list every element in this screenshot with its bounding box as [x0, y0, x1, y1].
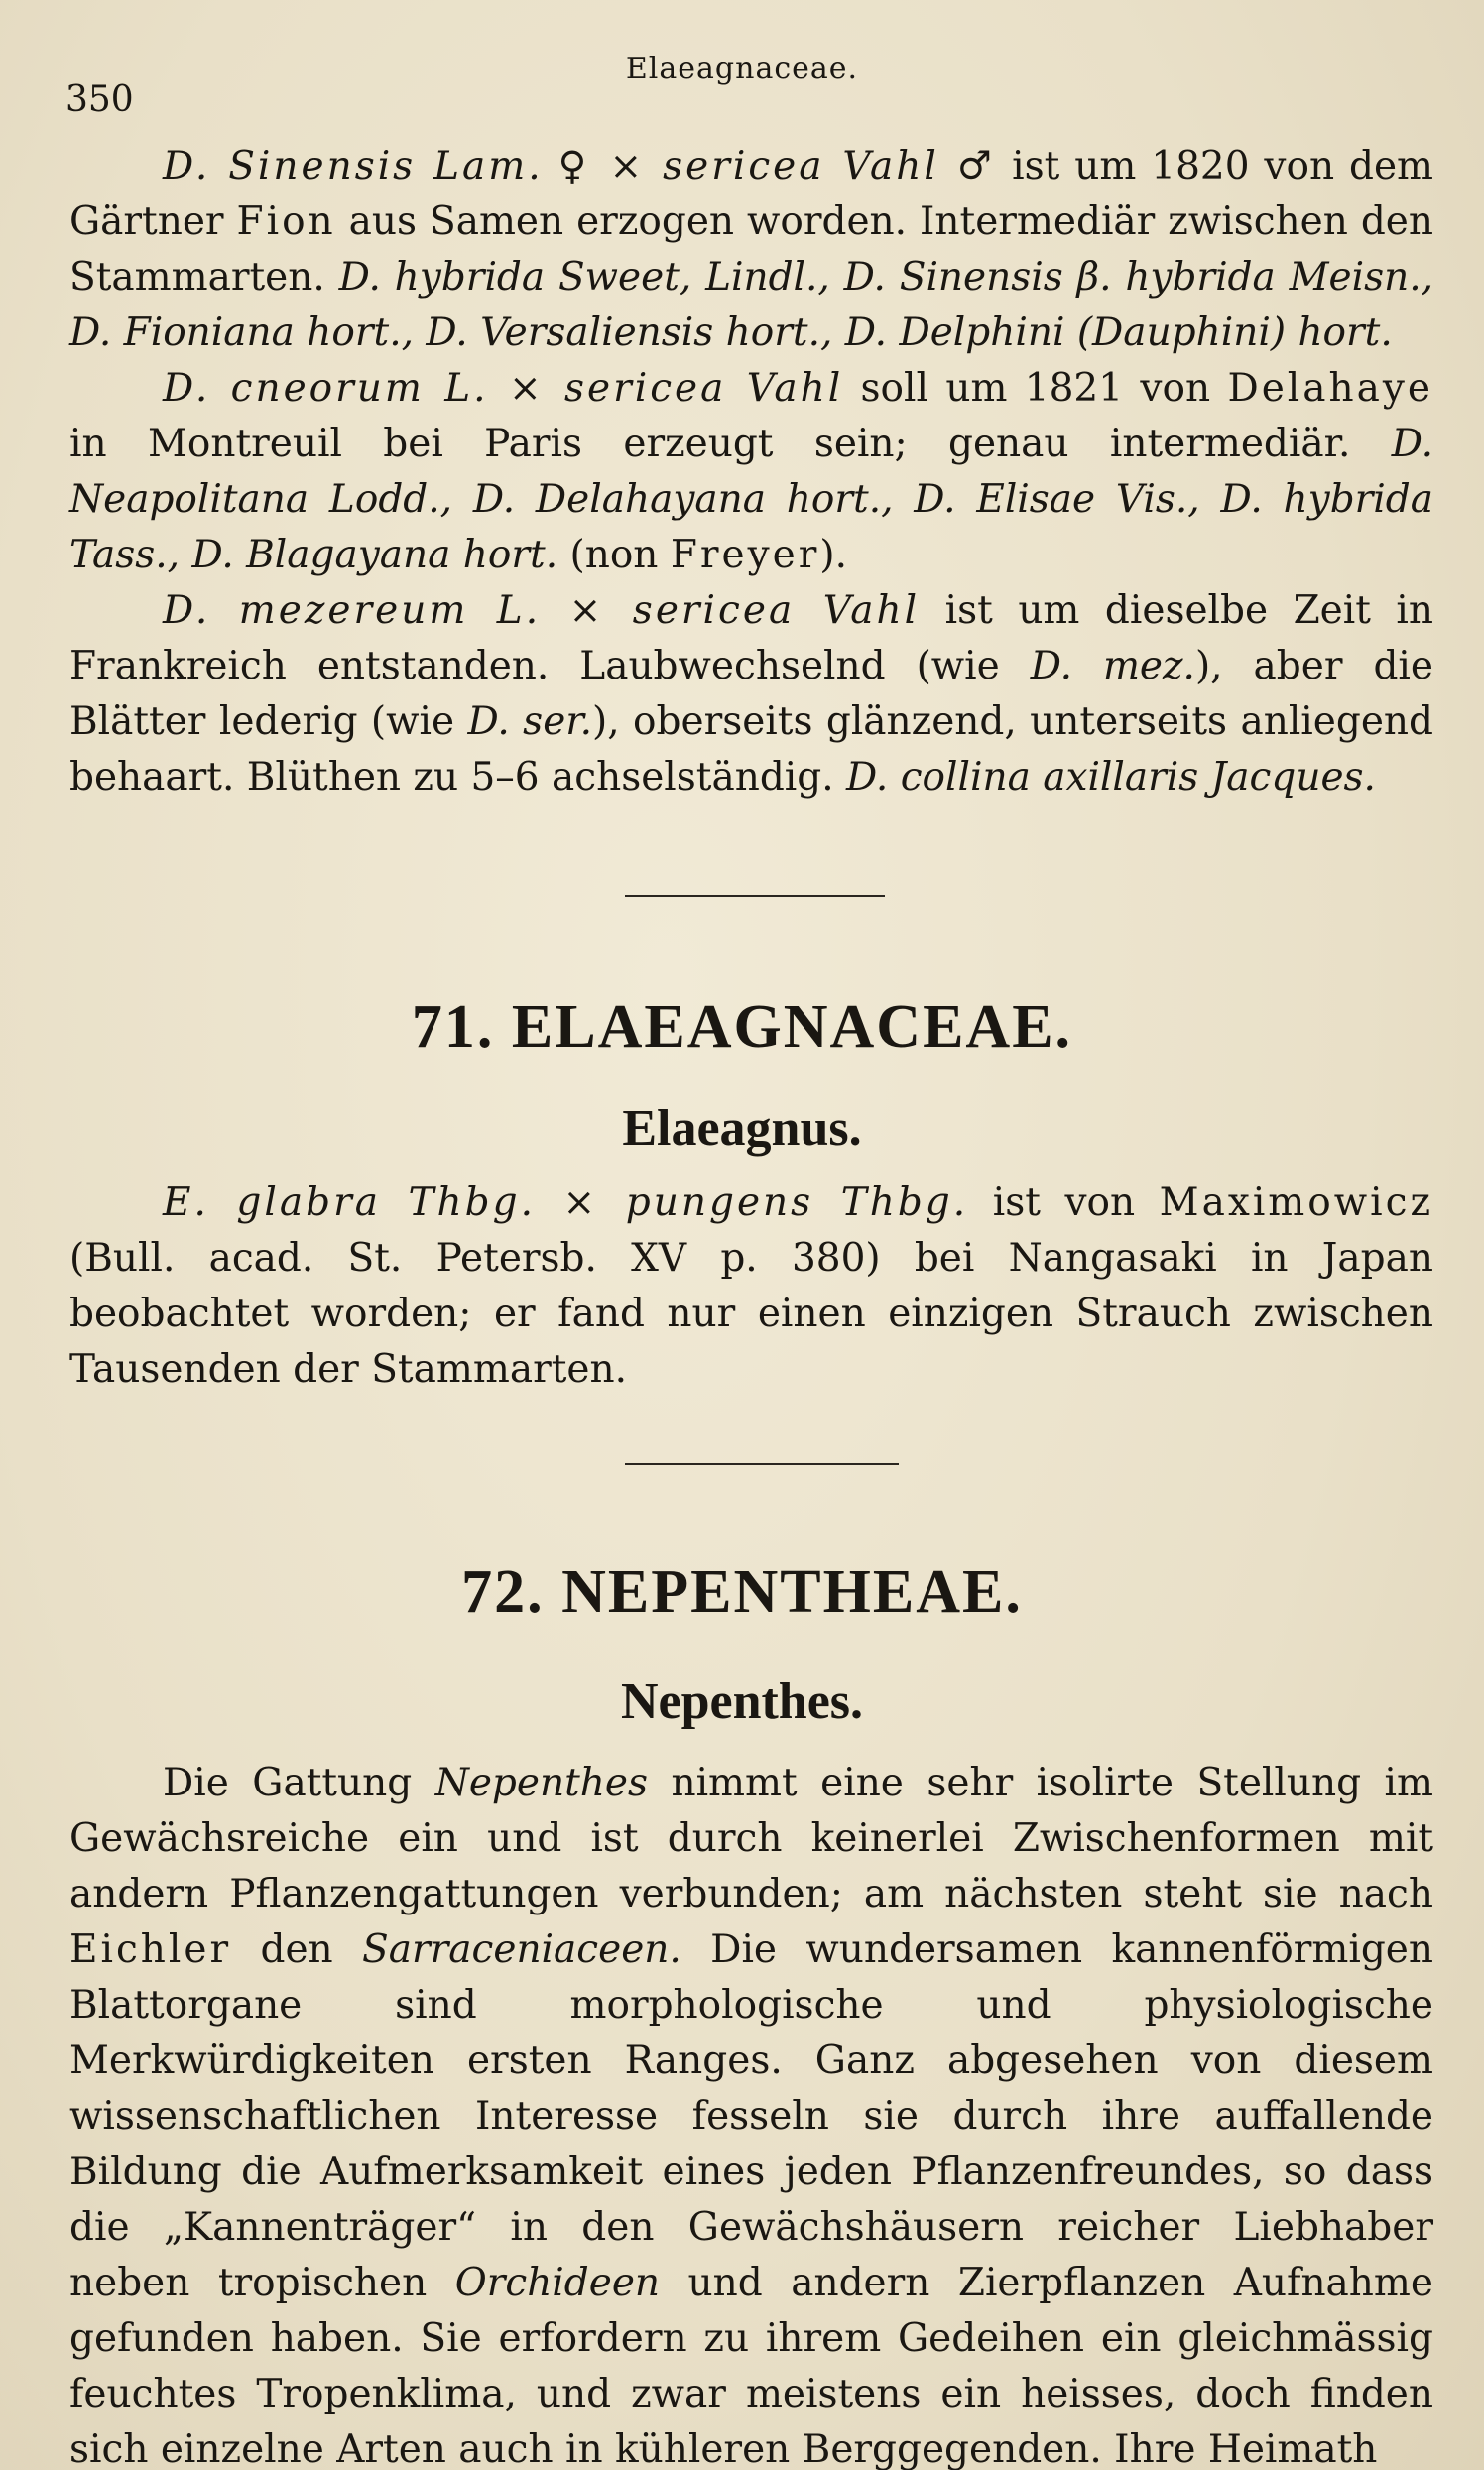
person-name: Fion [236, 199, 336, 244]
text: aus Samen erzogen worden. Intermediär zwischen den Stammarten. [69, 199, 1433, 300]
abbrev-name: D. ser. [467, 699, 593, 744]
abbrev-name: D. mez. [1030, 644, 1195, 688]
synonyms: D. hybrida Sweet, Lindl., D. Sinensis β. hybrida Meisn., D. Fioniana hort., D. Versaliensis hort., D. Delphini (Dauphini) hort. [69, 255, 1433, 355]
page-number: 350 [65, 79, 134, 120]
species-name: D. Sinensis Lam. [163, 144, 544, 188]
family-heading-72: 72. NEPENTHEAE. [461, 1558, 1023, 1626]
text: ), aber die Blätter lederig (wie [69, 644, 1433, 744]
section-divider [625, 1463, 899, 1465]
text: Die Gattung [163, 1761, 435, 1805]
section-divider [625, 895, 885, 897]
text: ist von [968, 1180, 1160, 1225]
paragraph-sinensis-sericea [69, 139, 1433, 361]
text: ist um dieselbe Zeit in Frankreich entstanden. Laubwechselnd (wie [69, 588, 1433, 688]
family-name: Sarraceniaceen. [362, 1927, 681, 1972]
genus-name: Nepenthes [434, 1761, 648, 1805]
genus-heading-elaeagnus: Elaeagnus. [622, 1100, 862, 1157]
paragraph-nepenthes-intro [69, 1756, 1433, 2470]
species-name: D. mezereum L. [163, 588, 542, 633]
text: in Montreuil bei Paris erzeugt sein; genau intermediär. [69, 422, 1392, 466]
running-title: Elaeagnaceae. [625, 52, 859, 86]
person-name: Delahaye [1227, 366, 1433, 411]
synonyms: D. Neapolitana Lodd., D. Delahayana hort., D. Elisae Vis., D. hybrida Tass., D. Blagayana hort. [69, 422, 1433, 577]
family-heading-71: 71. ELAEAGNACEAE. [411, 993, 1073, 1060]
elaeagnus-section [69, 1175, 1433, 1398]
group-name: Orchideen [454, 2261, 661, 2305]
genus-heading-nepenthes: Nepenthes. [620, 1673, 864, 1730]
text: soll um 1821 von [843, 366, 1228, 411]
cross-formula: ♀ ⨯ sericea Vahl ♂ [557, 144, 998, 188]
text: (Bull. acad. St. Petersb. XV p. 380) bei Nangasaki in Japan beobachtet worden; er fand nur einen einzigen Strauch zwischen Tausenden der Stammarten. [69, 1236, 1433, 1392]
text: und andern Zierpflanzen Aufnahme gefunden haben. Sie erfordern zu ihrem Gedeihen ein gleichmässig feuchtes Tropenklima, und zwar meistens ein heisses, doch finden sich einzelne Arten auch in kühleren Berggegenden. Ihre Heimath [69, 2261, 1433, 2470]
cross-formula: ⨯ sericea Vahl [541, 588, 921, 633]
text: Die wundersamen kannenförmigen Blattorgane sind morphologische und physiologische Merkwürdigkeiten ersten Ranges. Ganz abgesehen von diesem wissenschaftlichen Interesse fesseln sie durch ihre auffallende Bildung die Aufmerksamkeit eines jeden Pflanzenfreundes, so dass die „Kannenträger“ in den Gewächshäusern reicher Liebhaber neben tropischen [69, 1927, 1433, 2305]
person-name: Freyer [670, 533, 820, 577]
paragraph-elaeagnus-cross [69, 1175, 1433, 1398]
synonyms: D. collina axillaris Jacques. [846, 755, 1376, 800]
species-name: D. cneorum L. [163, 366, 489, 411]
cross-formula: E. glabra Thbg. ⨯ pungens Thbg. [163, 1180, 969, 1225]
paragraph-mezereum-sericea [69, 583, 1433, 805]
text: den [231, 1927, 363, 1972]
text: ). [819, 533, 847, 577]
person-name: Eichler [69, 1927, 232, 1972]
text: ist um 1820 von dem Gärtner [69, 144, 1434, 244]
text: nimmt eine sehr isolirte Stellung im Gewächsreiche ein und ist durch keinerlei Zwischenformen mit andern Pflanzengattungen verbunden; am nächsten steht sie nach [69, 1761, 1433, 1916]
text: ), oberseits glänzend, unterseits anliegend behaart. Blüthen zu 5–6 achselständig. [69, 699, 1433, 800]
person-name: Maximowicz [1159, 1180, 1434, 1225]
paragraph-cneorum-sericea [69, 361, 1433, 583]
daphne-hybrids-section [69, 139, 1433, 805]
cross-formula: ⨯ sericea Vahl [488, 366, 844, 411]
nepenthes-section [69, 1756, 1433, 2470]
text: (non [557, 533, 671, 577]
